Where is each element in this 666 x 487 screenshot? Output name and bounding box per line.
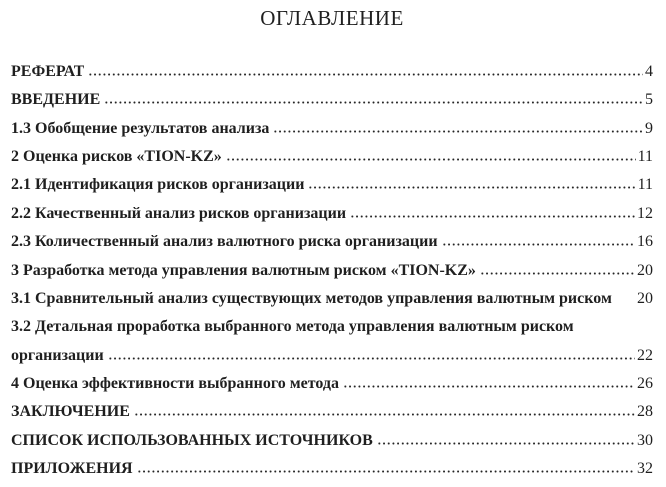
toc-entry-row[interactable] (11, 262, 653, 290)
toc-entry-row[interactable] (11, 290, 653, 318)
toc-entry-text: СПИСОК ИСПОЛЬЗОВАННЫХ ИСТОЧНИКОВ (11, 431, 373, 449)
toc-entry-text: 2 Оценка рисков «TION-KZ» (11, 148, 222, 166)
toc-page-number: 28 (637, 403, 653, 421)
toc-entry-row[interactable] (11, 347, 653, 375)
toc-entry-row[interactable] (11, 403, 653, 431)
toc-entry-row[interactable] (11, 375, 653, 403)
table-of-contents (11, 63, 653, 487)
toc-entry-row[interactable] (11, 120, 653, 148)
toc-page-number: 22 (637, 346, 653, 364)
toc-page-number: 9 (645, 119, 653, 137)
toc-dot-leader (616, 299, 635, 303)
toc-entry-row[interactable] (11, 176, 653, 204)
toc-dot-leader (442, 242, 635, 246)
toc-dot-leader (343, 384, 635, 388)
toc-page-number: 32 (637, 460, 653, 478)
toc-entry-text: 1.3 Обобщение результатов анализа (11, 119, 270, 137)
toc-entry-text: РЕФЕРАТ (11, 63, 85, 80)
toc-entry-row[interactable] (11, 148, 653, 176)
toc-entry-text: ВВЕДЕНИЕ (11, 91, 101, 109)
toc-entry-row[interactable] (11, 205, 653, 233)
toc-entry-text: организации (11, 346, 104, 364)
toc-entry-text: 4 Оценка эффективности выбранного метода (11, 374, 339, 392)
toc-page-number: 20 (637, 289, 653, 307)
toc-page-number: 11 (637, 176, 653, 194)
toc-entry-row[interactable] (11, 460, 653, 487)
toc-entry-text: 2.2 Качественный анализ рисков организации (11, 204, 347, 222)
toc-entry-row[interactable] (11, 318, 653, 346)
toc-page-number: 12 (637, 204, 653, 222)
toc-dot-leader (273, 129, 643, 133)
toc-page-number: 11 (637, 148, 653, 166)
page-title: ОГЛАВЛЕНИЕ (260, 6, 404, 30)
toc-entry-text: ПРИЛОЖЕНИЯ (11, 460, 133, 478)
toc-entry-text: 3 Разработка метода управления валютным риском «TION-KZ» (11, 261, 476, 279)
toc-dot-leader (88, 72, 643, 76)
toc-entry-text: 2.1 Идентификация рисков организации (11, 176, 305, 194)
toc-dot-leader (108, 356, 635, 360)
toc-dot-leader (480, 271, 635, 275)
toc-entry-text: 2.3 Количественный анализ валютного риска организации (11, 233, 438, 251)
toc-dot-leader (350, 214, 635, 218)
toc-page-number: 20 (637, 261, 653, 279)
toc-page-number: 5 (645, 91, 653, 109)
toc-entry-row[interactable] (11, 432, 653, 460)
toc-dot-leader (137, 469, 635, 473)
toc-entry-text: 3.2 Детальная проработка выбранного метода управления валютным риском (11, 318, 574, 336)
toc-entry-row[interactable] (11, 91, 653, 119)
toc-entry-text: 3.1 Сравнительный анализ существующих методов управления валютным риском (11, 289, 612, 307)
toc-dot-leader (104, 100, 643, 104)
toc-page-number: 30 (637, 431, 653, 449)
toc-page-number: 26 (637, 374, 653, 392)
toc-dot-leader (134, 412, 635, 416)
toc-entry-row[interactable] (11, 233, 653, 261)
toc-dot-leader (308, 185, 635, 189)
toc-entry-text: ЗАКЛЮЧЕНИЕ (11, 403, 130, 421)
toc-page-number: 4 (645, 63, 653, 80)
toc-entry-row[interactable] (11, 63, 653, 91)
toc-page-number: 16 (637, 233, 653, 251)
toc-dot-leader (377, 441, 635, 445)
toc-dot-leader (226, 157, 636, 161)
